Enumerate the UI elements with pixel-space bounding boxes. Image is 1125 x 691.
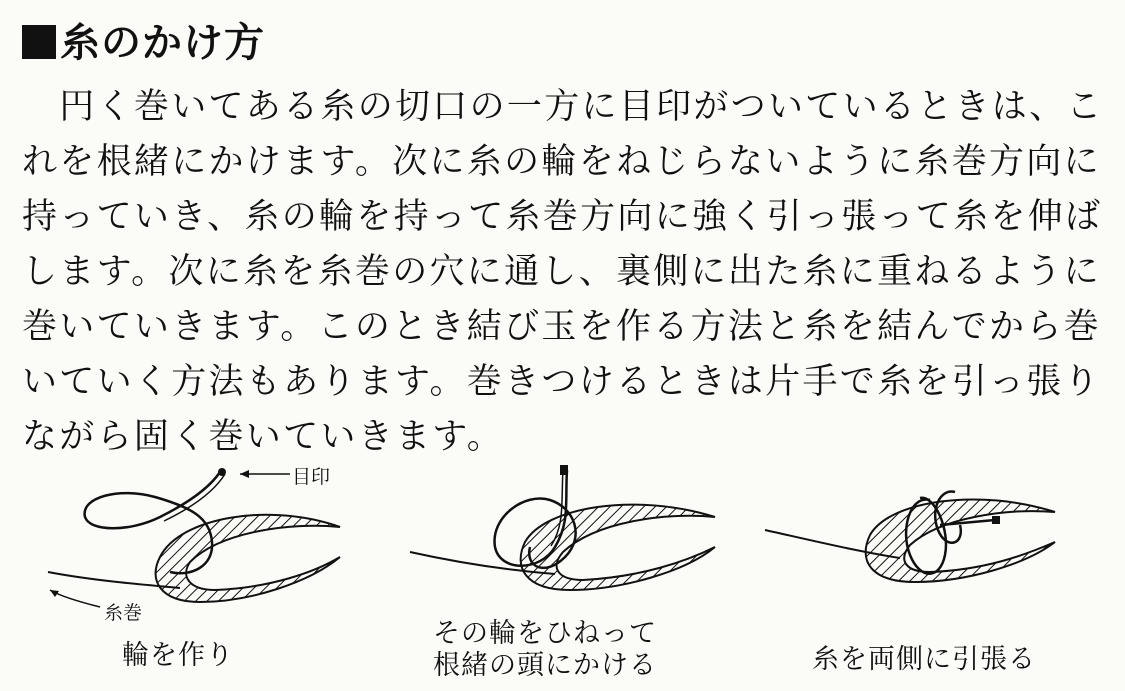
section-title: [22, 18, 265, 68]
spool-callout: 糸巻: [104, 602, 143, 624]
mark-callout: 目印: [292, 466, 331, 488]
instruction-paragraph: [22, 80, 1102, 465]
black-square-icon: [22, 25, 56, 59]
pull-both-sides-illustration: [760, 470, 1070, 620]
paragraph-line: れを根緒にかけます。次に糸の輪をねじらないように糸巻方向に: [22, 142, 1101, 182]
figure-caption: 輪を作り: [122, 640, 234, 671]
paragraph-line: 巻いていきます。このとき結び玉を作る方法と糸を結んでから巻: [22, 307, 1101, 347]
paragraph-line: 持っていき、糸の輪を持って糸巻方向に強く引っ張って糸を伸ば: [22, 197, 1103, 237]
caption-line: 根緒の頭にかける: [433, 650, 657, 681]
twist-loop-illustration: [405, 462, 725, 622]
paragraph-line: します。次に糸を糸巻の穴に通し、裏側に出た糸に重ねるように: [22, 252, 1101, 292]
section-title-text: 糸のかけ方: [60, 20, 265, 66]
figure-caption: [425, 618, 665, 682]
figure-twist-loop: [405, 462, 725, 622]
paragraph-line: 円く巻いてある糸の切口の一方に目印がついているときは、こ: [22, 87, 1104, 127]
figure-pull-both-sides: [760, 470, 1070, 620]
figure-caption: 糸を両側に引張る: [812, 644, 1036, 675]
paragraph-line: いていく方法もあります。巻きつけるときは片手で糸を引っ張り: [22, 362, 1101, 402]
paragraph-line: ながら固く巻いていきます。: [22, 417, 505, 457]
caption-line: その輪をひねって: [433, 618, 657, 649]
